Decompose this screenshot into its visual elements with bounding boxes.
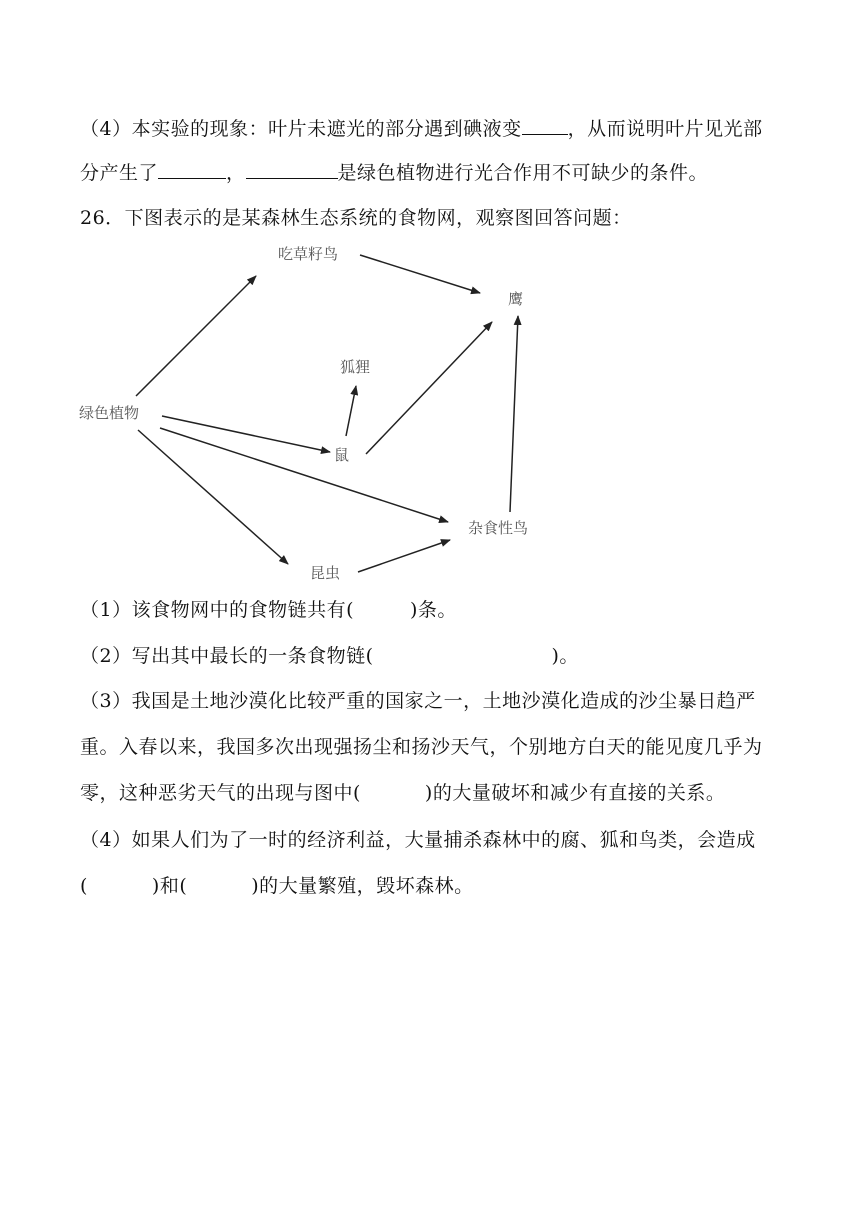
q26-sub3-line1: （3）我国是土地沙漠化比较严重的国家之一，土地沙漠化造成的沙尘暴日趋严 — [80, 690, 756, 712]
q25-4-text-c: 分产生了 — [80, 162, 159, 184]
q25-4-blank-color[interactable] — [522, 116, 568, 135]
node-insect: 昆虫 — [310, 564, 341, 582]
q26-sub3-line3 — [80, 781, 725, 805]
food-web-diagram — [0, 230, 860, 590]
q26-sub4-line2 — [80, 874, 474, 898]
q26-sub2-text-b: )。 — [551, 645, 579, 667]
q26-sub3-text-a: 零，这种恶劣天气的出现与图中( — [80, 782, 361, 804]
q26-heading: 26．下图表示的是某森林生态系统的食物网，观察图回答问题： — [80, 207, 632, 229]
arrow-omnivore-bird-to-hawk — [510, 316, 518, 512]
q26-sub3-text-b: )的大量破坏和减少有直接的关系。 — [424, 782, 726, 804]
q26-sub4-text-b: )和( — [151, 875, 188, 897]
node-hawk: 鹰 — [508, 290, 524, 308]
q25-4-text-b: ，从而说明叶片见光部 — [567, 118, 763, 140]
node-omnivore-bird: 杂食性鸟 — [468, 519, 529, 537]
arrow-plants-to-mouse — [162, 416, 330, 452]
q26-sub1-text-a: （1）该食物网中的食物链共有( — [80, 599, 355, 621]
q25-4-line2 — [80, 160, 708, 185]
arrow-mouse-to-fox — [346, 386, 356, 436]
food-web-arrows — [136, 255, 518, 572]
arrow-plants-to-insect — [138, 430, 288, 564]
arrow-seed-bird-to-hawk — [360, 255, 480, 293]
arrow-plants-to-seed-bird — [136, 276, 256, 396]
node-seed-bird: 吃草籽鸟 — [278, 245, 339, 263]
node-mouse: 鼠 — [334, 446, 350, 464]
arrow-plants-to-omnivore-bird — [160, 428, 448, 522]
q25-4-text-a: （4）本实验的现象：叶片未遮光的部分遇到碘液变 — [80, 118, 522, 140]
q25-4-text-d: ， — [226, 162, 246, 184]
q26-sub4-text-c: )的大量繁殖，毁坏森林。 — [251, 875, 474, 897]
q26-sub1-text-b: )条。 — [410, 599, 457, 621]
q26-sub4-line1: （4）如果人们为了一时的经济利益，大量捕杀森林中的腐、狐和鸟类，会造成 — [80, 829, 756, 851]
node-plants: 绿色植物 — [79, 404, 140, 422]
node-fox: 狐狸 — [340, 358, 371, 376]
arrow-insect-to-omnivore-bird — [358, 540, 450, 572]
q25-4-blank-product[interactable] — [158, 160, 226, 179]
q25-4-line1 — [80, 116, 763, 141]
q26-sub4-text-a: ( — [80, 875, 88, 897]
q25-4-text-e: 是绿色植物进行光合作用不可缺少的条件。 — [337, 162, 709, 184]
arrow-mouse-to-hawk — [366, 322, 492, 454]
q26-sub1 — [80, 598, 457, 622]
q26-sub2-text-a: （2）写出其中最长的一条食物链( — [80, 645, 374, 667]
q25-4-blank-condition[interactable] — [246, 160, 338, 179]
q26-sub2 — [80, 644, 579, 668]
q26-sub3-line2: 重。入春以来，我国多次出现强扬尘和扬沙天气，个别地方白天的能见度几乎为 — [80, 736, 763, 758]
